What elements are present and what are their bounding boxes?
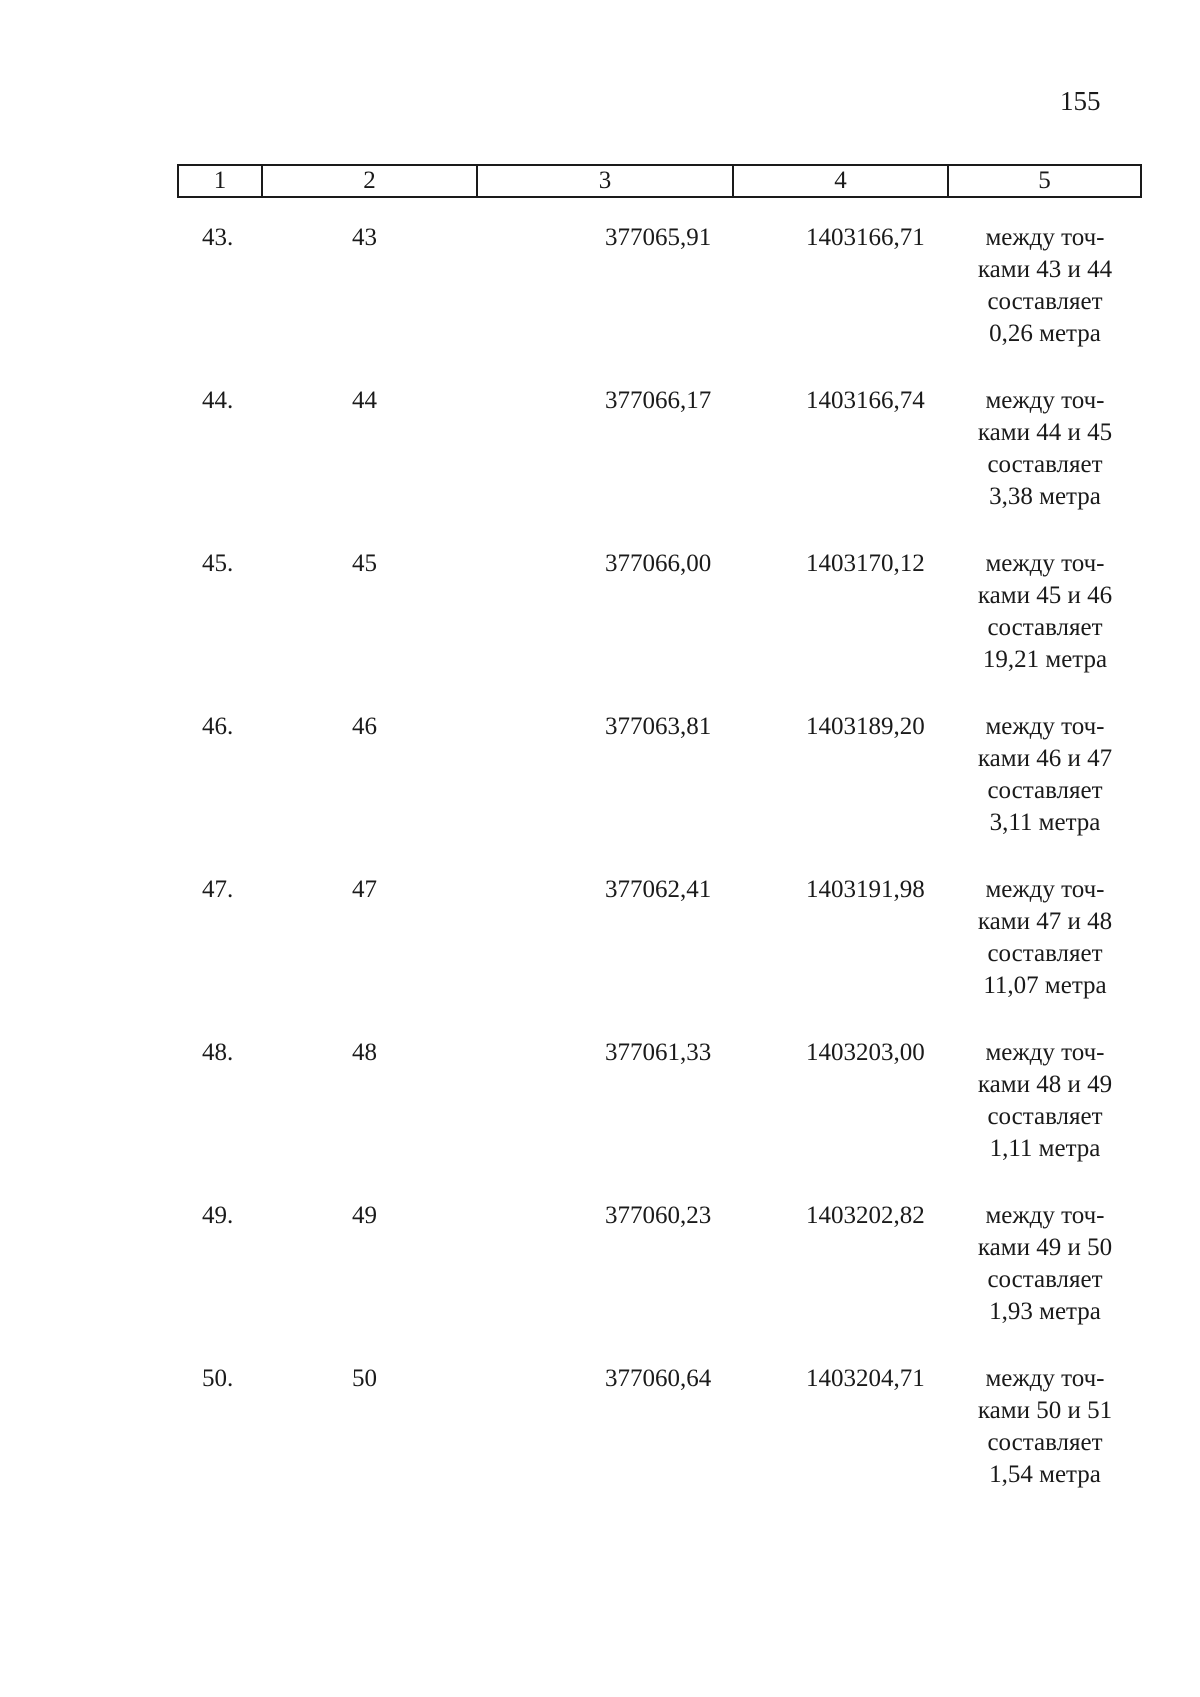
desc-line: между точ- <box>985 713 1105 740</box>
y-coordinate: 1403203,00 <box>806 1039 925 1066</box>
distance-description <box>965 385 1125 513</box>
point-number: 48 <box>352 1039 377 1066</box>
desc-line: 19,21 метра <box>982 646 1108 673</box>
row-index: 48. <box>202 1039 234 1066</box>
x-coordinate: 377066,00 <box>605 550 712 577</box>
point-number: 45 <box>352 550 377 577</box>
desc-line: составляет <box>987 940 1103 967</box>
desc-line: между точ- <box>985 224 1105 251</box>
row-index: 47. <box>202 876 234 903</box>
desc-line: ками 45 и 46 <box>977 582 1113 609</box>
desc-line: 1,11 метра <box>989 1135 1101 1162</box>
x-coordinate: 377060,64 <box>605 1365 712 1392</box>
desc-line: 0,26 метра <box>989 320 1101 347</box>
distance-description <box>965 1363 1125 1491</box>
table-row <box>0 1363 1200 1526</box>
desc-line: между точ- <box>985 876 1105 903</box>
table-row <box>0 711 1200 874</box>
header-cell-2: 2 <box>263 166 478 196</box>
y-coordinate: 1403170,12 <box>806 550 925 577</box>
desc-line: ками 50 и 51 <box>977 1397 1113 1424</box>
desc-line: между точ- <box>985 1039 1105 1066</box>
desc-line: 11,07 метра <box>983 972 1107 999</box>
desc-line: составляет <box>987 1103 1103 1130</box>
row-index: 49. <box>202 1202 234 1229</box>
point-number: 49 <box>352 1202 377 1229</box>
point-number: 44 <box>352 387 377 414</box>
desc-line: составляет <box>987 1266 1103 1293</box>
distance-description <box>965 874 1125 1002</box>
header-cell-4: 4 <box>734 166 949 196</box>
x-coordinate: 377063,81 <box>605 713 712 740</box>
desc-line: составляет <box>987 451 1103 478</box>
table-row <box>0 1200 1200 1363</box>
point-number: 47 <box>352 876 377 903</box>
table-row <box>0 1037 1200 1200</box>
row-index: 43. <box>202 224 234 251</box>
distance-description <box>965 711 1125 839</box>
desc-line: ками 48 и 49 <box>977 1071 1113 1098</box>
y-coordinate: 1403189,20 <box>806 713 925 740</box>
desc-line: составляет <box>987 614 1103 641</box>
desc-line: между точ- <box>985 1202 1105 1229</box>
table-body <box>0 222 1200 1526</box>
table-row <box>0 874 1200 1037</box>
distance-description <box>965 222 1125 350</box>
y-coordinate: 1403191,98 <box>806 876 925 903</box>
y-coordinate: 1403166,71 <box>806 224 925 251</box>
row-index: 45. <box>202 550 234 577</box>
desc-line: составляет <box>987 1429 1103 1456</box>
desc-line: 1,54 метра <box>989 1461 1101 1488</box>
desc-line: 1,93 метра <box>989 1298 1101 1325</box>
point-number: 50 <box>352 1365 377 1392</box>
desc-line: между точ- <box>985 550 1105 577</box>
header-cell-5: 5 <box>1038 167 1051 194</box>
desc-line: 3,11 метра <box>989 809 1101 836</box>
desc-line: между точ- <box>985 387 1105 414</box>
row-index: 50. <box>202 1365 234 1392</box>
distance-description <box>965 1037 1125 1165</box>
header-cell-1: 1 <box>179 166 263 196</box>
table-row <box>0 385 1200 548</box>
x-coordinate: 377060,23 <box>605 1202 712 1229</box>
desc-line: 3,38 метра <box>989 483 1101 510</box>
x-coordinate: 377065,91 <box>605 224 712 251</box>
distance-description <box>965 1200 1125 1328</box>
point-number: 46 <box>352 713 377 740</box>
y-coordinate: 1403204,71 <box>806 1365 925 1392</box>
desc-line: ками 46 и 47 <box>977 745 1113 772</box>
y-coordinate: 1403166,74 <box>806 387 925 414</box>
desc-line: ками 49 и 50 <box>977 1234 1113 1261</box>
desc-line: составляет <box>987 288 1103 315</box>
distance-description <box>965 548 1125 676</box>
y-coordinate: 1403202,82 <box>806 1202 925 1229</box>
header-cell-3: 3 <box>478 166 734 196</box>
x-coordinate: 377062,41 <box>605 876 712 903</box>
table-row <box>0 548 1200 711</box>
desc-line: ками 47 и 48 <box>977 908 1113 935</box>
table-header <box>177 164 1142 198</box>
row-index: 44. <box>202 387 234 414</box>
x-coordinate: 377061,33 <box>605 1039 712 1066</box>
page-number: 155 <box>1060 86 1101 116</box>
x-coordinate: 377066,17 <box>605 387 712 414</box>
desc-line: ками 44 и 45 <box>977 419 1113 446</box>
point-number: 43 <box>352 224 377 251</box>
desc-line: ками 43 и 44 <box>977 256 1113 283</box>
row-index: 46. <box>202 713 234 740</box>
table-row <box>0 222 1200 385</box>
desc-line: составляет <box>987 777 1103 804</box>
desc-line: между точ- <box>985 1365 1105 1392</box>
